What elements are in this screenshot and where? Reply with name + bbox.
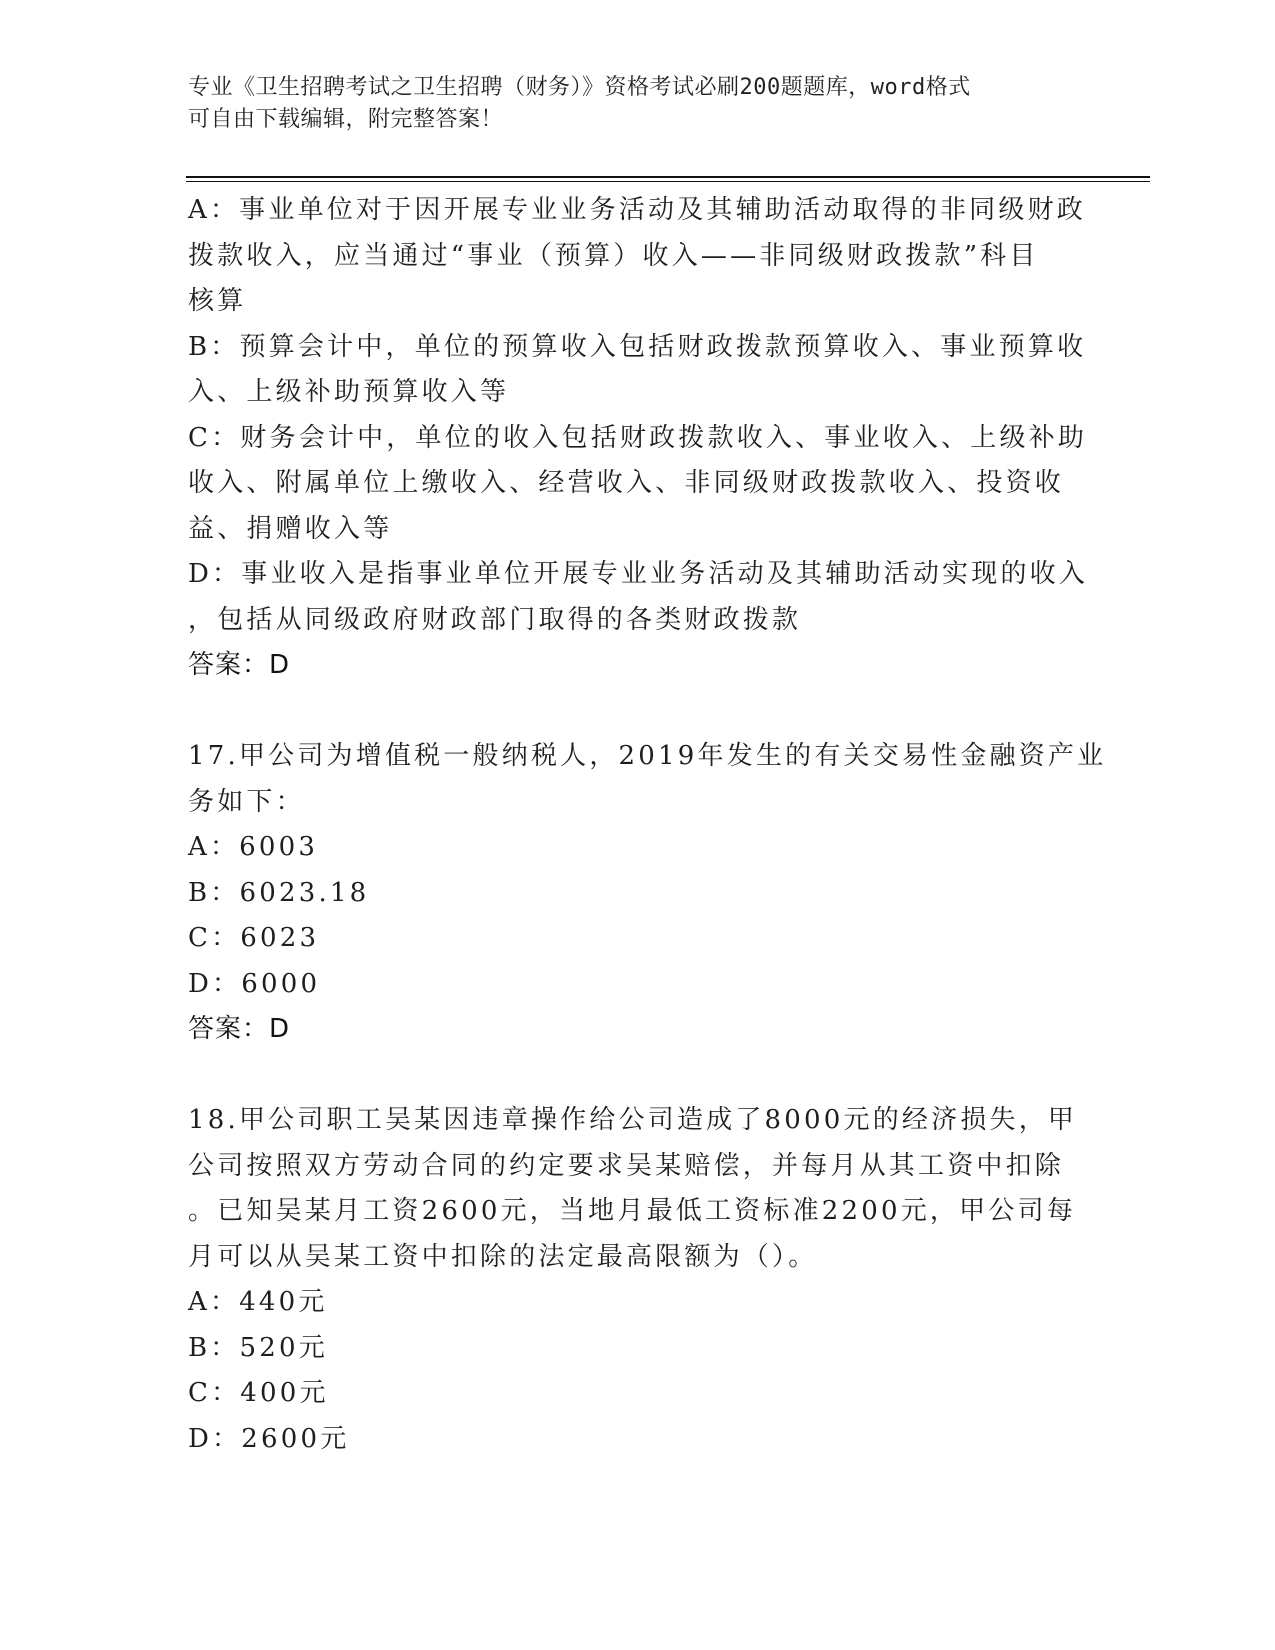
spacer: [188, 1053, 1088, 1099]
question-18-stem-line-4: 月可以从吴某工资中扣除的法定最高限额为（）。: [188, 1241, 818, 1272]
question-18-option-c: C：400元: [188, 1378, 329, 1408]
option-c-line-3: 益、捐赠收入等: [188, 513, 393, 544]
question-17-option-a: A：6003: [188, 832, 319, 862]
question-18-stem-line-3: 。已知吴某月工资2600元，当地月最低工资标准2200元，甲公司每: [188, 1196, 1076, 1226]
option-b-line-1: B：预算会计中，单位的预算收入包括财政拨款预算收入、事业预算收: [188, 331, 1087, 362]
question-17-option-b: B：6023.18: [188, 877, 370, 908]
option-c-line-1: C：财务会计中，单位的收入包括财政拨款收入、事业收入、上级补助: [188, 422, 1088, 453]
option-b-line-2: 入、上级补助预算收入等: [188, 377, 510, 407]
option-b: [188, 325, 1088, 416]
question-17-option-d: D：6000: [188, 968, 321, 999]
option-a-line-3: 核算: [188, 286, 247, 316]
question-17: [188, 734, 1107, 1053]
spacer: [188, 689, 1088, 735]
option-a-line-2: 拨款收入，应当通过“事业（预算）收入——非同级财政拨款”科目: [188, 240, 1039, 271]
option-d: [188, 552, 1088, 643]
question-18-option-b: B：520元: [188, 1332, 328, 1363]
question-17-stem-line-1: 17.甲公司为增值税一般纳税人，2019年发生的有关交易性金融资产业: [188, 741, 1107, 771]
option-c-line-2: 收入、附属单位上缴收入、经营收入、非同级财政拨款收入、投资收: [188, 468, 1065, 498]
document-body: [188, 188, 1107, 1462]
question-17-option-c: C：6023: [188, 923, 320, 953]
document-header: [188, 72, 1088, 136]
option-d-line-2: ，包括从同级政府财政部门取得的各类财政拨款: [188, 604, 802, 635]
option-d-line-1: D：事业收入是指事业单位开展专业业务活动及其辅助活动实现的收入: [188, 559, 1089, 589]
option-c: [188, 416, 1088, 553]
question-17-stem-line-2: 务如下：: [188, 786, 305, 817]
question-18-option-a: A：440元: [188, 1287, 328, 1317]
question-18: [188, 1098, 1088, 1462]
header-divider-thin: [186, 181, 1150, 182]
question-18-stem-line-2: 公司按照双方劳动合同的约定要求吴某赔偿，并每月从其工资中扣除: [188, 1150, 1065, 1181]
question-18-stem-line-1: 18.甲公司职工吴某因违章操作给公司造成了8000元的经济损失，甲: [188, 1105, 1078, 1135]
question-18-option-d: D：2600元: [188, 1423, 350, 1454]
option-a-line-1: A：事业单位对于因开展专业业务活动及其辅助活动取得的非同级财政: [188, 195, 1086, 225]
option-a: [188, 188, 1088, 325]
question-previous: [188, 188, 1088, 689]
question-17-answer: 答案：D: [188, 1014, 291, 1044]
answer-label: 答案：D: [188, 650, 291, 680]
header-divider-thick: [186, 176, 1150, 178]
header-title-line-2: 可自由下载编辑，附完整答案！: [188, 107, 504, 132]
header-title-line-1: 专业《卫生招聘考试之卫生招聘（财务）》资格考试必刷200题题库，word格式: [188, 75, 971, 100]
